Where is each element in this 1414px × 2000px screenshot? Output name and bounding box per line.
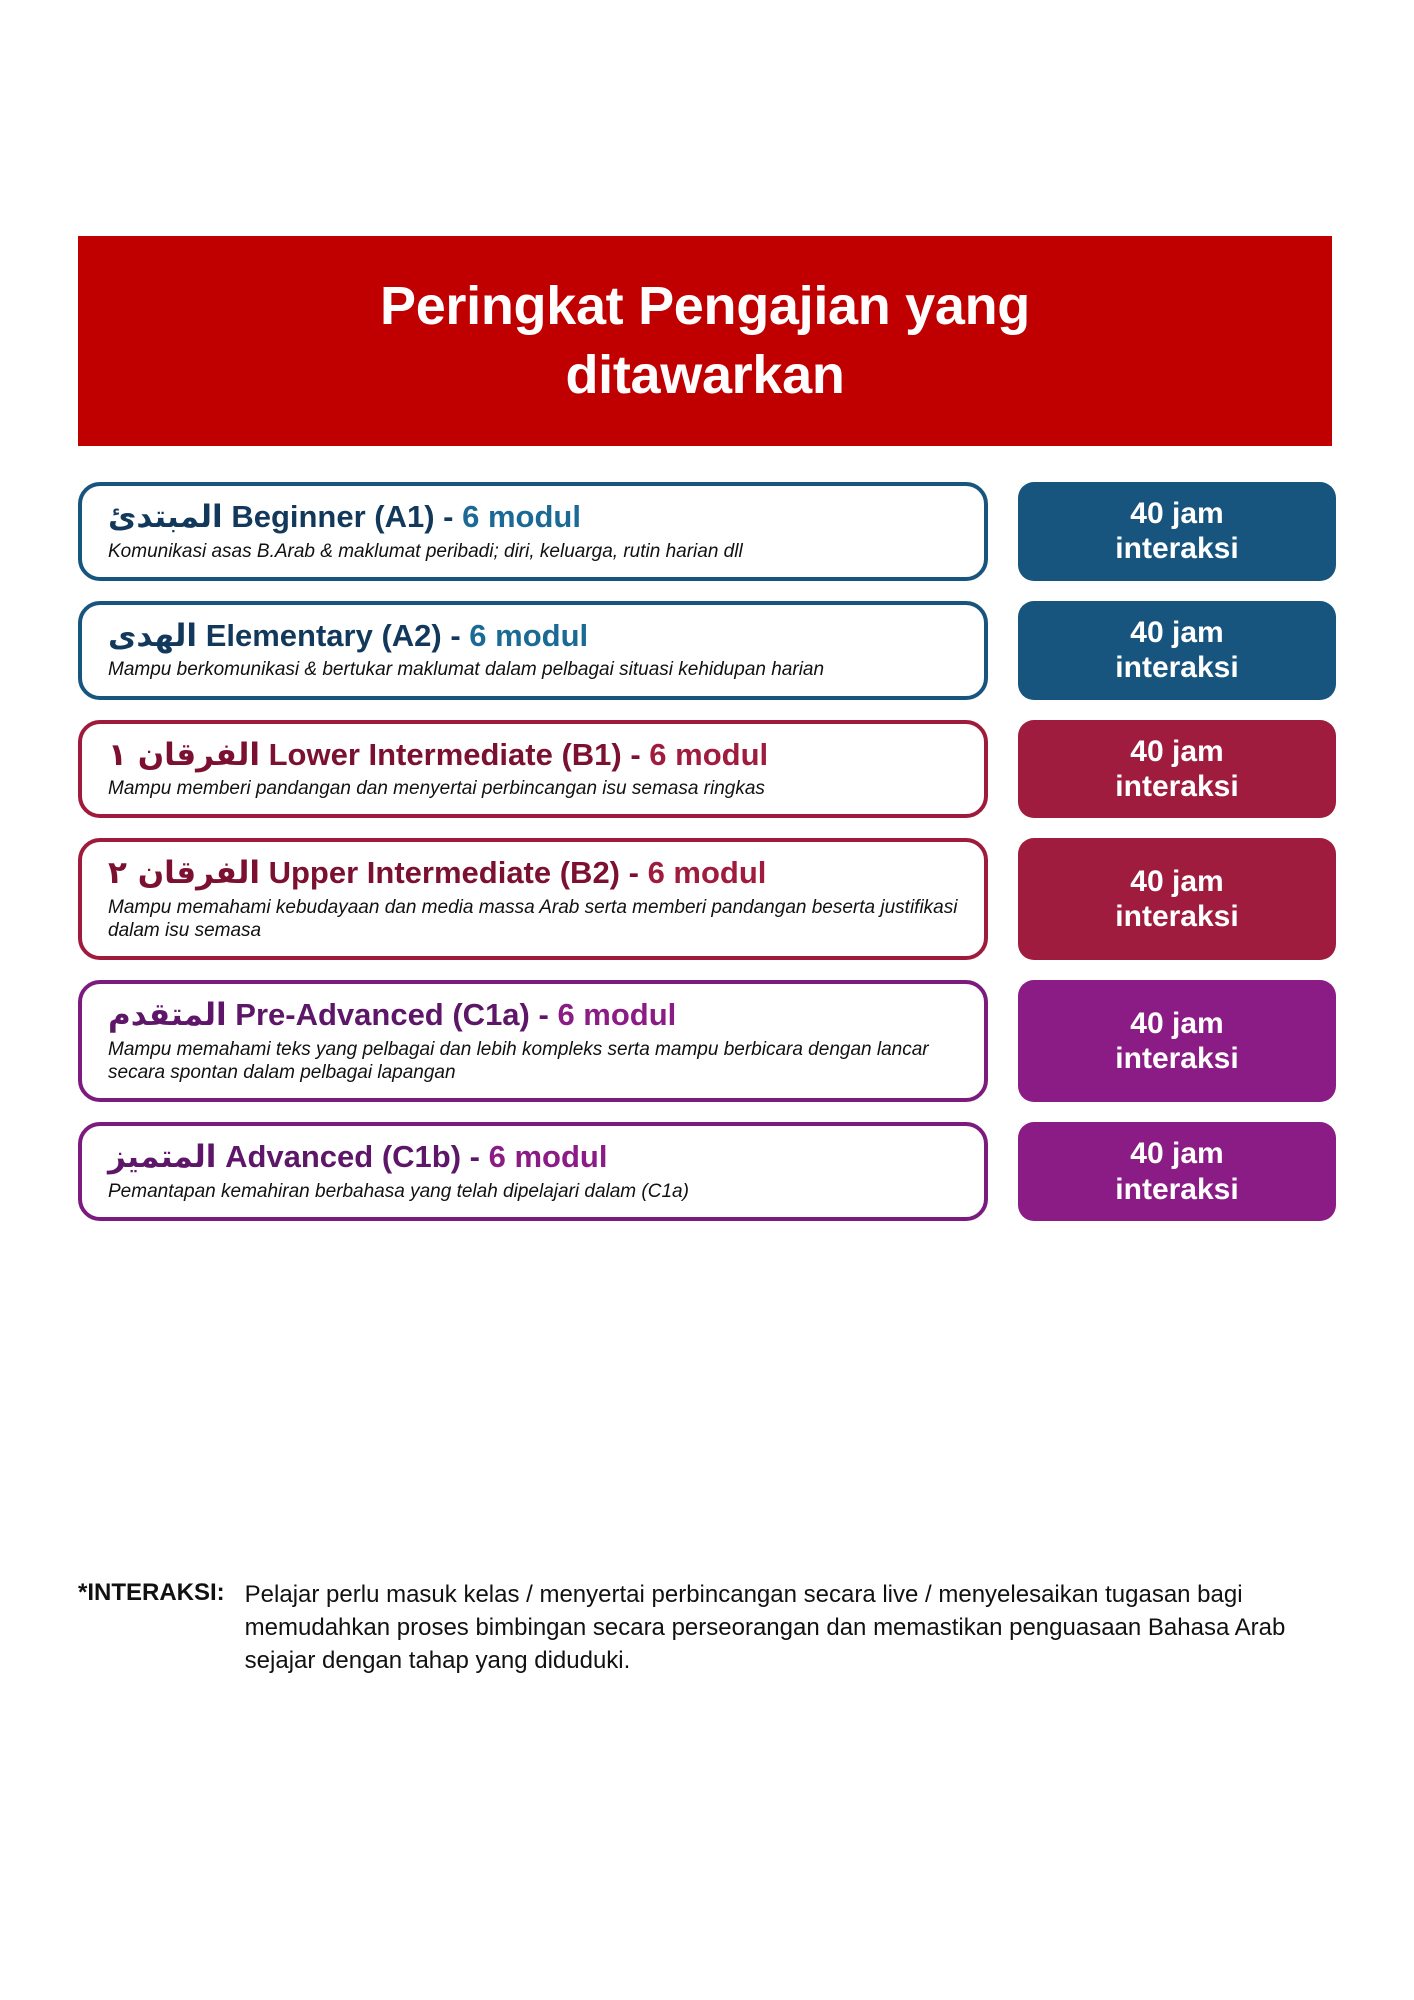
- level-arabic-name: المتميز: [108, 1139, 217, 1176]
- hours-line2: interaksi: [1115, 900, 1239, 934]
- level-arabic-name: الفرقان ١: [108, 736, 260, 773]
- hours-line1: 40 jam: [1130, 1137, 1224, 1171]
- level-modules: 6 modul: [649, 736, 769, 772]
- list-item: [78, 601, 1336, 700]
- level-english-name: Lower Intermediate (B1): [268, 736, 622, 772]
- level-separator: -: [529, 997, 558, 1033]
- list-item: [78, 838, 1336, 960]
- footnote: [78, 1578, 1343, 1677]
- hours-badge: [1018, 980, 1336, 1102]
- level-title: [108, 499, 958, 536]
- level-description: Mampu memberi pandangan dan menyertai perbincangan isu semasa ringkas: [108, 778, 765, 800]
- level-title: [108, 997, 958, 1034]
- levels-list: [78, 482, 1336, 1241]
- hours-badge: [1018, 838, 1336, 960]
- level-description: Mampu memahami kebudayaan dan media massa Arab serta memberi pandangan beserta justifikasi dalam isu semasa: [108, 897, 958, 942]
- level-separator: -: [461, 1139, 489, 1175]
- page-title-banner: [78, 236, 1332, 446]
- level-arabic-name: الهدى: [108, 617, 198, 654]
- hours-line1: 40 jam: [1130, 497, 1224, 531]
- hours-badge: [1018, 720, 1336, 819]
- hours-line2: interaksi: [1115, 1172, 1239, 1206]
- level-card-advanced: [78, 1122, 988, 1221]
- level-card-beginner: [78, 482, 988, 581]
- level-english-name: Beginner (A1): [231, 499, 435, 534]
- hours-badge: [1018, 1122, 1336, 1221]
- hours-line2: interaksi: [1115, 651, 1239, 685]
- hours-line1: 40 jam: [1130, 615, 1224, 649]
- level-modules: 6 modul: [469, 617, 589, 653]
- level-description: Mampu memahami teks yang pelbagai dan lebih kompleks serta mampu berbicara dengan lancar secara spontan dalam pelbagai lapangan: [108, 1039, 929, 1084]
- list-item: [78, 1122, 1336, 1221]
- level-modules: 6 modul: [488, 1139, 608, 1175]
- level-arabic-name: المبتدئ: [108, 499, 223, 535]
- list-item: [78, 482, 1336, 581]
- list-item: [78, 980, 1336, 1102]
- level-title: [108, 737, 958, 774]
- hours-line1: 40 jam: [1130, 865, 1224, 899]
- hours-line2: interaksi: [1115, 770, 1239, 804]
- page-title-line1: Peringkat Pengajian yang: [379, 275, 1030, 336]
- level-description: Komunikasi asas B.Arab & maklumat peribadi; diri, keluarga, rutin harian dll: [108, 540, 743, 562]
- level-title: [108, 1139, 958, 1176]
- level-english-name: Elementary (A2): [205, 617, 442, 653]
- level-modules: 6 modul: [462, 499, 581, 534]
- level-card-upper-intermediate: [78, 838, 988, 960]
- level-english-name: Upper Intermediate (B2): [268, 855, 621, 891]
- level-separator: -: [621, 736, 650, 772]
- page-title: [340, 272, 1070, 410]
- footnote-text: Pelajar perlu masuk kelas / menyertai perbincangan secara live / menyelesaikan tugasan bagi memudahkan proses bimbingan secara perseorangan dan memastikan penguasaan Bahasa Arab sejajar dengan tahap yang diduduki.: [244, 1581, 1286, 1675]
- level-separator: -: [434, 499, 463, 534]
- level-modules: 6 modul: [647, 855, 767, 891]
- footnote-label: *INTERAKSI:: [78, 1579, 225, 1606]
- list-item: [78, 720, 1336, 819]
- page-title-line2: ditawarkan: [565, 345, 845, 405]
- hours-line2: interaksi: [1115, 1042, 1239, 1076]
- level-arabic-name: المتقدم: [108, 997, 227, 1034]
- hours-line2: interaksi: [1115, 532, 1239, 566]
- hours-line1: 40 jam: [1130, 734, 1224, 768]
- level-card-lower-intermediate: [78, 720, 988, 819]
- level-card-elementary: [78, 601, 988, 700]
- level-title: [108, 618, 958, 655]
- level-separator: -: [620, 855, 648, 891]
- hours-badge: [1018, 482, 1336, 581]
- level-english-name: Pre-Advanced (C1a): [235, 997, 530, 1033]
- level-description: Mampu berkomunikasi & bertukar maklumat dalam pelbagai situasi kehidupan harian: [108, 659, 825, 681]
- level-card-pre-advanced: [78, 980, 988, 1102]
- level-english-name: Advanced (C1b): [225, 1139, 462, 1175]
- hours-line1: 40 jam: [1130, 1007, 1224, 1041]
- level-arabic-name: الفرقان ٢: [108, 855, 260, 892]
- hours-badge: [1018, 601, 1336, 700]
- level-title: [108, 855, 958, 892]
- level-modules: 6 modul: [557, 997, 677, 1033]
- level-description: Pemantapan kemahiran berbahasa yang telah dipelajari dalam (C1a): [108, 1181, 689, 1203]
- level-separator: -: [441, 617, 470, 653]
